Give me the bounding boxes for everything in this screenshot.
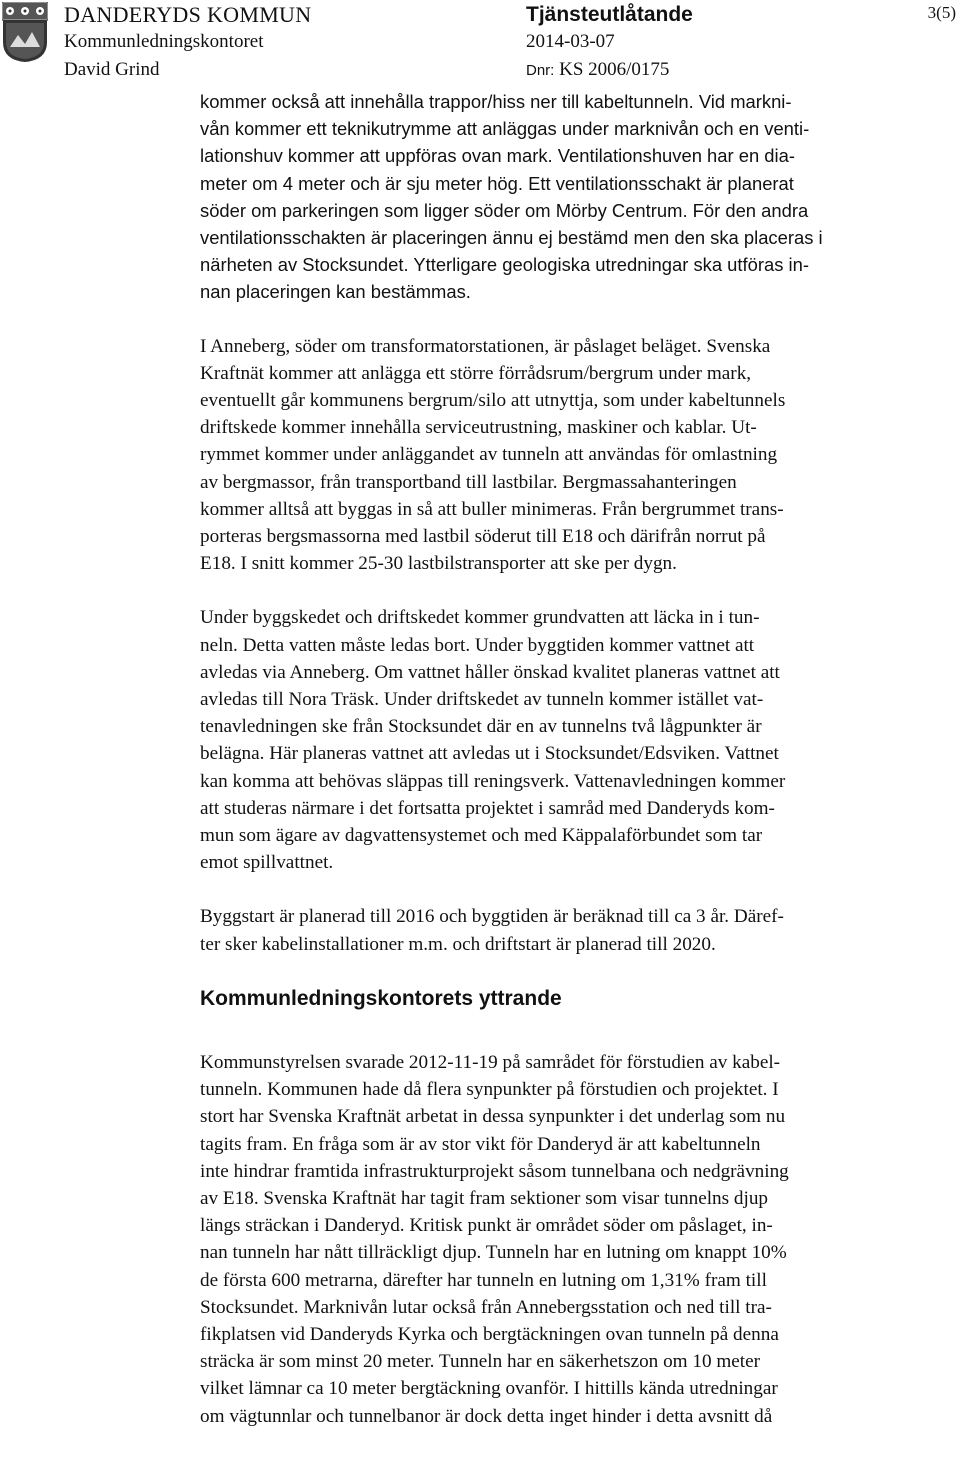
text-line: Under byggskedet och driftskedet kommer grundvatten att läcka in i tun- — [200, 607, 760, 629]
text-line: eventuellt går kommunens bergrum/silo att utnyttja, som under kabeltunnels — [200, 390, 786, 412]
text-line: kommer alltså att byggas in så att buller minimeras. Från bergrummet trans- — [200, 498, 784, 520]
organization-name: DANDERYDS KOMMUN — [64, 2, 312, 27]
document-date: 2014-03-07 — [526, 31, 615, 52]
document-number — [526, 56, 693, 85]
paragraph-ventilation — [200, 88, 932, 306]
text-line: Kommunstyrelsen svarade 2012-11-19 på samrådet för förstudien av kabel- — [200, 1051, 781, 1073]
text-line: driftskede kommer innehålla serviceutrustning, maskiner och kablar. Ut- — [200, 417, 757, 439]
text-line: sträcka är som minst 20 meter. Tunneln har en säkerhetszon om 10 meter — [200, 1351, 761, 1373]
section-heading: Kommunledningskontorets yttrande — [200, 986, 562, 1010]
text-line: tunneln. Kommunen hade då flera synpunkter på förstudien och projektet. I — [200, 1079, 779, 1101]
text-line: närheten av Stocksundet. Ytterligare geologiska utredningar ska utföras in- — [200, 254, 809, 276]
text-line: inte hindrar framtida infrastrukturprojekt såsom tunnelbana och nedgrävning — [200, 1160, 789, 1182]
text-line: längs sträckan i Danderyd. Kritisk punkt är området söder om påslaget, in- — [200, 1215, 773, 1237]
text-line: nan placeringen kan bestämmas. — [200, 281, 471, 303]
header-document-info — [526, 2, 693, 85]
dnr-label: Dnr: — [526, 62, 555, 79]
text-line: meter om 4 meter och är sju meter hög. Ett ventilationsschakt är planerat — [200, 172, 794, 194]
text-line: porteras bergsmassorna med lastbil söderut till E18 och därifrån norrut på — [200, 526, 766, 548]
text-line: tenavledningen ske från Stocksundet där en av tunnelns två lågpunkter är — [200, 716, 762, 738]
text-line: vilket lämnar ca 10 meter bergtäckning ovanför. I hittills kända utredningar — [200, 1378, 778, 1400]
text-line: söder om parkeringen som ligger söder om Mörby Centrum. För den andra — [200, 199, 809, 221]
header-left-block — [64, 2, 311, 84]
text-line: avledas till Nora Träsk. Under driftskedet av tunneln kommer istället vat- — [200, 689, 764, 711]
text-line: de första 600 metrarna, därefter har tunneln en lutning om 1,31% fram till — [200, 1269, 767, 1291]
text-line: tagits fram. En fråga som är av stor vikt för Danderyd är att kabeltunneln — [200, 1133, 761, 1155]
text-line: I Anneberg, söder om transformatorstationen, är påslaget beläget. Svenska — [200, 335, 771, 357]
department-name: Kommunledningskontoret — [64, 31, 264, 52]
document-body — [200, 88, 932, 1457]
text-line: Byggstart är planerad till 2016 och byggtiden är beräknad till ca 3 år. Däref- — [200, 906, 784, 928]
text-line: stort har Svenska Kraftnät arbetat in dessa synpunkter i det underlag som nu — [200, 1106, 786, 1128]
text-line: kommer också att innehålla trappor/hiss ner till kabeltunneln. Vid markni- — [200, 91, 792, 112]
text-line: av bergmassor, från transportband till lastbilar. Bergmassahanteringen — [200, 471, 737, 493]
paragraph-groundwater — [200, 604, 932, 876]
text-line: av E18. Svenska Kraftnät har tagit fram sektioner som visar tunnelns djup — [200, 1187, 769, 1209]
text-line: att studeras närmare i det fortsatta projektet i samråd med Danderyds kom- — [200, 797, 775, 819]
text-line: rymmet kommer under anläggandet av tunneln att användas för omlastning — [200, 444, 778, 466]
text-line: mun som ägare av dagvattensystemet och med Käppalaförbundet som tar — [200, 825, 763, 847]
text-line: belägna. Här planeras vattnet att avledas ut i Stocksundet/Edsviken. Vattnet — [200, 743, 779, 765]
text-line: E18. I snitt kommer 25-30 lastbilstransporter att ske per dygn. — [200, 553, 677, 575]
document-type: Tjänsteutlåtande — [526, 3, 693, 26]
text-line: avledas via Anneberg. Om vattnet håller önskad kvalitet planeras vattnet att — [200, 661, 780, 683]
text-line: Stocksundet. Marknivån lutar också från Annebergsstation och ned till tra- — [200, 1296, 772, 1318]
paragraph-statement — [200, 1049, 932, 1430]
municipality-coat-of-arms-logo — [2, 2, 48, 62]
paragraph-construction-schedule — [200, 903, 932, 957]
dnr-value: KS 2006/0175 — [559, 59, 670, 80]
text-line: lationshuv kommer att uppföras ovan mark. Ventilationshuven har en dia- — [200, 145, 795, 167]
text-line: vån kommer ett teknikutrymme att anläggas under marknivån och en venti- — [200, 118, 810, 140]
document-header — [0, 0, 960, 88]
page-number: 3(5) — [927, 3, 956, 22]
text-line: neln. Detta vatten måste ledas bort. Under byggtiden kommer vattnet att — [200, 634, 755, 656]
paragraph-anneberg-portal — [200, 333, 932, 578]
text-line: Kraftnät kommer att anlägga ett större förrådsrum/bergrum under mark, — [200, 362, 752, 384]
text-line: ventilationsschakten är placeringen ännu ej bestämd men den ska placeras i — [200, 227, 823, 249]
text-line: emot spillvattnet. — [200, 852, 334, 874]
text-line: kan komma att behövas släppas till reningsverk. Vattenavledningen kommer — [200, 770, 786, 792]
text-line: om vägtunnlar och tunnelbanor är dock detta inget hinder i detta avsnitt då — [200, 1405, 773, 1427]
author-name: David Grind — [64, 59, 160, 80]
text-line: fikplatsen vid Danderyds Kyrka och bergtäckningen ovan tunneln på denna — [200, 1323, 779, 1345]
text-line: nan tunneln har nått tillräckligt djup. Tunneln har en lutning om knappt 10% — [200, 1242, 787, 1264]
text-line: ter sker kabelinstallationer m.m. och driftstart är planerad till 2020. — [200, 933, 716, 955]
